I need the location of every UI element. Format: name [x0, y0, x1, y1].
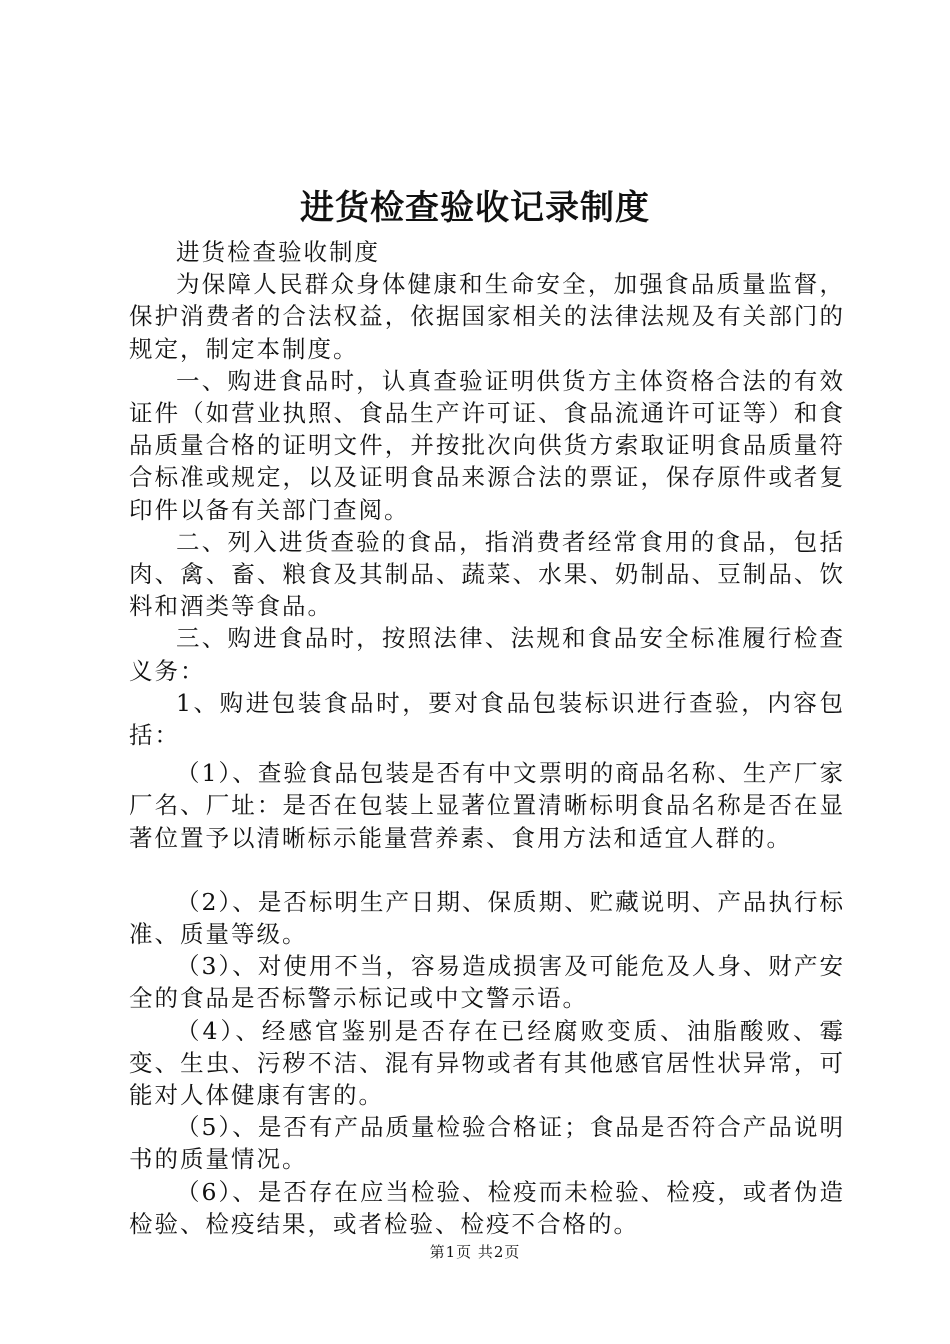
paragraph-subitem-4: （4）、经感官鉴别是否存在已经腐败变质、油脂酸败、霉变、生虫、污秽不洁、混有异物或者有其他感官居性状异常，可能对人体健康有害的。	[129, 1016, 845, 1110]
paragraph-subtitle: 进货检查验收制度	[176, 238, 380, 266]
document-body	[129, 236, 845, 1240]
paragraph-subitem-6: （6）、是否存在应当检验、检疫而未检验、检疫，或者伪造检验、检疫结果，或者检验、检疫不合格的。	[129, 1177, 845, 1238]
paragraph-subitem-2: （2）、是否标明生产日期、保质期、贮藏说明、产品执行标准、质量等级。	[129, 887, 845, 949]
paragraph-subitem-3: （3）、对使用不当，容易造成损害及可能危及人身、财产安全的食品是否标警示标记或中文警示语。	[129, 952, 845, 1013]
paragraph-section-1: 一、购进食品时，认真查验证明供货方主体资格合法的有效证件（如营业执照、食品生产许可证、食品流通许可证等）和食品质量合格的证明文件，并按批次向供货方索取证明食品质量符合标准或规定，以及证明食品来源合法的票证，保存原件或者复印件以备有关部门查阅。	[129, 366, 845, 524]
paragraph-subitem-5: （5）、是否有产品质量检验合格证；食品是否符合产品说明书的质量情况。	[129, 1113, 845, 1174]
paragraph-section-3: 三、购进食品时，按照法律、法规和食品安全标准履行检查义务：	[129, 624, 845, 685]
paragraph-intro: 为保障人民群众身体健康和生命安全，加强食品质量监督，保护消费者的合法权益，依据国家相关的法律法规及有关部门的规定，制定本制度。	[129, 270, 845, 363]
paragraph-item-1: 1、购进包装食品时，要对食品包装标识进行查验，内容包括：	[129, 688, 845, 750]
paragraph-subitem-1: （1）、查验食品包装是否有中文票明的商品名称、生产厂家厂名、厂址：是否在包装上显著位置清晰标明食品名称是否在显著位置予以清晰标示能量营养素、食用方法和适宜人群的。	[129, 759, 845, 852]
paragraph-section-2: 二、列入进货查验的食品，指消费者经常食用的食品，包括肉、禽、畜、粮食及其制品、蔬菜、水果、奶制品、豆制品、饮料和酒类等食品。	[129, 527, 845, 621]
document-title: 进货检查验收记录制度	[300, 188, 650, 228]
page-indicator: 第1页 共2页	[429, 1243, 521, 1261]
